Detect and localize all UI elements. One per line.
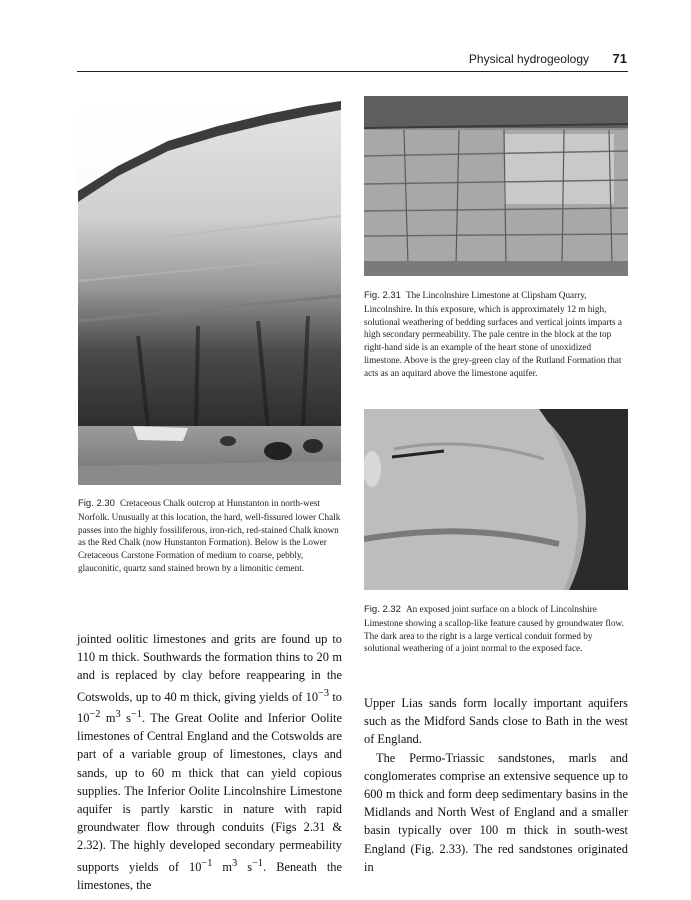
- figure-2-31-label: Fig. 2.31: [364, 290, 401, 301]
- running-title: Physical hydrogeology: [468, 52, 589, 66]
- exponent: −1: [252, 857, 264, 869]
- header-rule: [77, 71, 628, 72]
- body-text: m: [212, 859, 233, 874]
- exponent: 3: [232, 857, 238, 869]
- figure-2-32-label: Fig. 2.32: [364, 604, 401, 615]
- body-text: s: [120, 711, 131, 726]
- exponent: −3: [318, 687, 330, 699]
- body-column-left: [77, 630, 342, 894]
- body-text: jointed oolitic limestones and grits are found up to 110 m thick. Southwards the formation thins to 20 m and is replaced by clay before reappearing in the Cotswolds, up to 40 m thick, giving yields of 10: [77, 632, 342, 704]
- figure-2-31-caption: [364, 289, 630, 380]
- body-paragraph: The Permo-Triassic sandstones, marls and conglomerates comprise an extensive sequence up to 600 m thick and form deep sedimentary basins in the Midlands and North West of England and a smaller basin typically over 100 m thick in south-west England (Fig. 2.33). The red sandstones originated in: [364, 750, 628, 874]
- figure-2-30-caption-text: Cretaceous Chalk outcrop at Hunstanton in north-west Norfolk. Unusually at this location, the hard, well-fissured lower Chalk passes into the highly fossiliferous, iron-rich, red-stained Chalk known as the Red Chalk (now Hunstanton Formation). Below is the Lower Cretaceous Carstone Formation of medium to coarse, pebbly, glauconitic, quartz sand stained brown by a limonitic cement.: [78, 498, 341, 573]
- figure-2-31-photo: [364, 96, 628, 276]
- figure-2-31-caption-text: The Lincolnshire Limestone at Clipsham Quarry, Lincolnshire. In this exposure, which is approximately 12 m high, solutional weathering of bedding surfaces and vertical joints imparts a high secondary permeability. The pale centre in the block at the top right-hand side is an example of the heart stone of unoxidized limestone. Above is the grey-green clay of the Rutland Formation that acts as an aquitard above the limestone aquifer.: [364, 290, 622, 378]
- exponent: 3: [115, 708, 121, 720]
- body-text: . The Great Oolite and Inferior Oolite limestones of Central England and the Cotswolds are part of a variable group of limestones, clays and sands, up to 60 m thick that can yield copious supplies. The Inferior Oolite Lincolnshire Limestone aquifer is partly karstic in nature with rapid groundwater flow through conduits (Figs 2.31 & 2.32). The highly developed secondary permeability supports yields of 10: [77, 711, 342, 874]
- body-text: m: [100, 711, 116, 726]
- figure-2-30-photo: [78, 96, 341, 485]
- page-number: 71: [612, 51, 627, 66]
- exponent: −1: [130, 708, 142, 720]
- body-text: . Beneath the limestones, the: [77, 859, 342, 893]
- exponent: −1: [201, 857, 213, 869]
- body-text: s: [237, 859, 253, 874]
- running-header: [77, 52, 627, 70]
- body-text: to 10: [77, 689, 342, 726]
- figure-2-30-caption: [78, 497, 343, 575]
- body-column-right: [364, 694, 628, 876]
- figure-2-32-caption-text: An exposed joint surface on a block of Lincolnshire Limestone showing a scallop-like feature caused by groundwater flow. The dark area to the right is a large vertical conduit formed by solutional weathering of a joint normal to the exposed face.: [364, 604, 624, 654]
- figure-2-32-photo: [364, 409, 628, 590]
- figure-2-30-label: Fig. 2.30: [78, 498, 115, 509]
- body-paragraph: [77, 630, 342, 894]
- figure-2-32-caption: [364, 603, 630, 655]
- body-paragraph: Upper Lias sands form locally important aquifers such as the Midford Sands close to Bath in the west of England.: [364, 696, 628, 747]
- exponent: −2: [89, 708, 101, 720]
